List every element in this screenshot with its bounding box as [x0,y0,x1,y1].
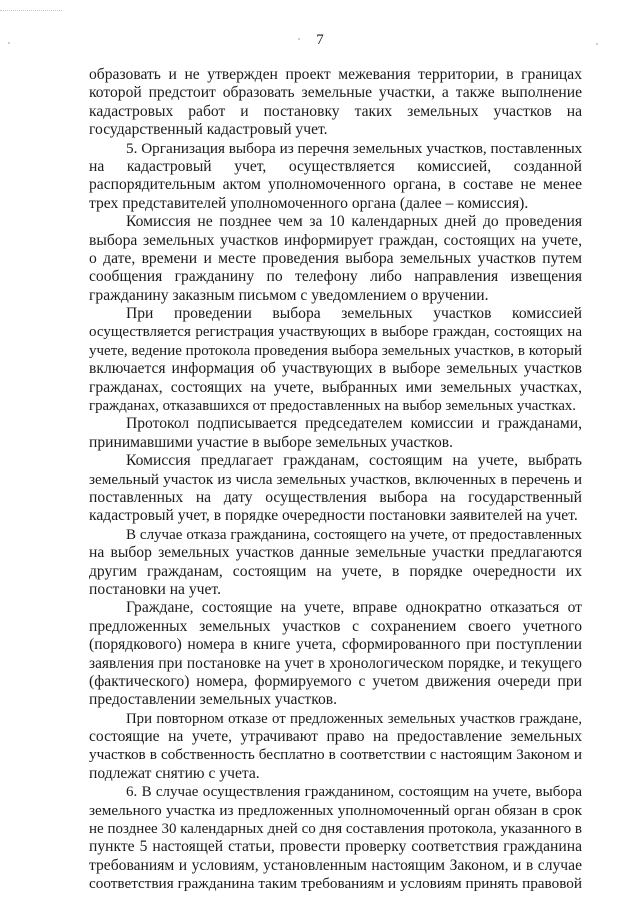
text-line: государственный кадастровый учет. [89,121,328,139]
page-number: 7 [316,32,324,48]
text-line: пункте 5 настоящей статьи, провести проверку соответствия гражданина [89,838,582,856]
text-line: на кадастровый учет, осуществляется комиссией, созданной [89,157,582,175]
text-line: земельный участок из числа земельных участков, включенных в перечень и [89,470,582,488]
text-line: другим гражданам, состоящим на учете, в порядке очередности их [89,562,582,580]
text-line: подлежат снятию с учета. [89,764,260,782]
text-line: гражданах, отказавшихся от предоставленных на выбор земельных участках. [89,398,576,415]
text-line: осуществляется регистрация участвующих в выборе граждан, состоящих на [89,324,582,341]
text-line: которой предстоит образовать земельные участки, а также выполнение [89,84,582,102]
text-line: включается информация об участвующих в выборе земельных участков [89,360,582,378]
scan-artifact [0,0,62,11]
text-line: гражданину заказным письмом с уведомлением о вручении. [89,286,489,304]
text-line: заявления при постановке на учет в хронологическом порядке, и текущего [89,654,582,672]
document-text [89,66,582,894]
text-line: кадастровых работ и постановку таких земельных участков на [89,102,582,120]
text-line: земельного участка из предложенных уполномоченный орган обязан в срок [89,801,582,819]
text-line: учете, ведение протокола проведения выбора земельных участков, в который [89,342,582,359]
text-line: При повторном отказе от предложенных земельных участков граждане, [126,710,582,727]
text-line: сообщения гражданину по телефону либо направления извещения [89,268,582,286]
text-line: состоящие на учете, утрачивают право на предоставление земельных [89,728,582,746]
text-line: Граждане, состоящие на учете, вправе однократно отказаться от [126,599,582,617]
text-line: поставленных на дату осуществления выбора на государственный [89,488,582,506]
text-line: кадастровый учет, в порядке очередности постановки заявителей на учет. [89,507,578,525]
text-line: предоставлении земельных участков. [89,691,338,709]
text-line: участков в собственность бесплатно в соответствии с настоящим Законом и [89,746,582,764]
text-line: 5. Организация выбора из перечня земельных участков, поставленных [126,139,583,157]
text-line: на выбор земельных участков данные земельные участки предлагаются [89,544,582,562]
text-line: (порядкового) номера в книге учета, сформированного при поступлении [89,636,582,654]
text-line: о дате, времени и месте проведения выбора земельных участков путем [89,249,582,267]
text-line: 6. В случае осуществления гражданином, состоящим на учете, выбора [126,784,582,801]
text-line: принимавшими участие в выборе земельных участков. [89,433,454,451]
text-line: требованиям и условиям, установленным настоящим Законом, и в случае [89,856,582,874]
text-line: не позднее 30 календарных дней со дня составления протокола, указанного в [89,821,582,838]
text-line: трех представителей уполномоченного органа (далее – комиссия). [89,194,529,212]
text-line: постановки на учет. [89,580,221,598]
text-line: выбора земельных участков информирует граждан, состоящих на учете, [89,231,582,249]
text-line: Комиссия не позднее чем за 10 календарных дней до проведения [126,213,582,231]
text-line: В случае отказа гражданина, состоящего на учете, от предоставленных [126,526,582,543]
text-line: Протокол подписывается председателем комиссии и гражданами, [126,415,582,433]
text-line: (фактического) номера, формируемого с учетом движения очереди при [89,672,582,690]
text-line: предложенных земельных участков с сохранением своего учетного [89,617,582,635]
text-line: соответствия гражданина таким требованиям и условиям принять правовой [89,875,582,893]
text-line: При проведении выбора земельных участков комиссией [126,305,582,323]
text-line: гражданах, состоящих на учете, выбранных ими земельных участках, [89,378,582,396]
text-line: образовать и не утвержден проект межевания территории, в границах [89,66,582,83]
text-line: Комиссия предлагает гражданам, состоящим на учете, выбрать [126,452,582,470]
text-line: распорядительным актом уполномоченного органа, в составе не менее [89,176,582,194]
